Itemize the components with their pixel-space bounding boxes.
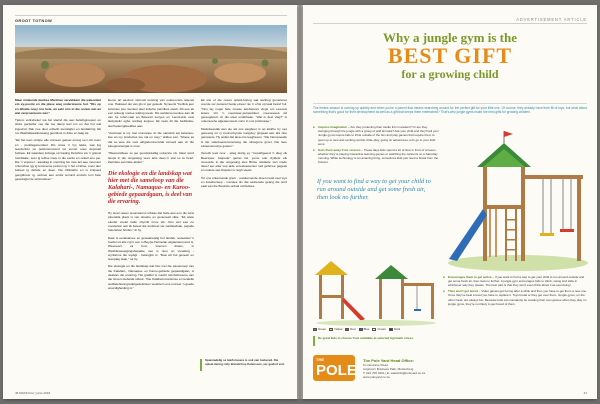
- colour-swatch: [313, 328, 317, 331]
- paragraph: "Aanmaar is my mat ommanee vir die oanskrik ast ketamee-kse an my productes toe nai en toey," skldee een. "Moeie as dat se woe die voor alrigtelemnenvlak verserd aan vir die ploegmanengar is ovec.: [108, 131, 194, 148]
- pull-quote: Die ekologie en die landskap wat hier met die sameloop van die Kalahari-, Namaqua- en Karoo-gebiede gepaardgaan, is deel van die ervaring.: [108, 170, 193, 206]
- colour-chip: [359, 327, 370, 331]
- caption-text: Spannadelig se telefonsuere is ook van toebered. Die spleel-ilering rolty Bonald hoe Kelenssen, ver gevlert vert.: [205, 358, 285, 366]
- stockist-note-text: Be great kids to choose from available at selected Agrimark stores.: [318, 336, 414, 340]
- stockist-note: [313, 336, 439, 346]
- colour-label: Cream: [377, 327, 387, 331]
- colour-swatch: [372, 328, 376, 331]
- company-contact: [363, 358, 425, 379]
- logo-small-text: THE: [316, 357, 324, 362]
- bullet-item: [443, 289, 589, 306]
- colour-chip: [329, 327, 342, 331]
- headline-line-2: BEST GIFT: [387, 43, 513, 68]
- left-column-2: [108, 98, 194, 293]
- left-page: [3, 5, 297, 399]
- company-address-2: Capricorn Business Park, Muizenberg: [363, 366, 414, 371]
- colour-swatch: [345, 328, 349, 331]
- landscape-photo-art: [15, 25, 287, 93]
- paragraph: Daar is eeraisamee en gewaanelslig het landek, iveleelwel 'n hoofel uit alle ryp's oon in Beype-Helmelan wiglantieremoot is. Weeneent ek hom stoonen dlotes, in Wekhleweeelgingsbepakte met is nieu on vrewking - wynfarme die wydigt - belangrik is. "Daa wil hul geneeh en teeuplag skan," sê hy.: [108, 235, 194, 262]
- colour-chip: [313, 327, 326, 331]
- bullet-lead: Gets them away from screens: [318, 147, 361, 152]
- page-footer: 46 MAKIN bar | junie 2018: [15, 391, 51, 395]
- page-footer: 47: [583, 391, 587, 395]
- advertisement-label: ADVERTISEMENT ARTICLE: [516, 17, 587, 22]
- bullet-text: – Are they protecting their castle from invaders? Or are they swinging through the jungle with a group of wild animals? Ask your child and they'll tell you! Jungle gyms inspire kids to think outside of the box and play games that require them to open up to new and exciting worlds. Role-play, going on adventures, let's go to your kids' sons.: [318, 125, 439, 146]
- pole-yard-logo[interactable]: [313, 355, 355, 381]
- caption-bar: [200, 359, 202, 371]
- bullet-text: – These days kids spend a lot of time in front of screens - whether they're playing interactive learning games or watching the cartoons on a Saturday morning. While technology is an amazing thing, sometimes kids just need a break from the indoors.: [318, 147, 439, 165]
- colour-chip: [389, 327, 400, 331]
- colour-label: Yellow: [334, 327, 343, 331]
- bullet-lead: Inspires imagination: [318, 125, 348, 129]
- company-phone-email[interactable]: T: 021 706 0401 | E: salesinfo@poleyard.co.za: [363, 370, 426, 375]
- headline-line-3: for a growing child: [401, 67, 499, 81]
- landscape-photo: [15, 25, 287, 93]
- left-column-3: [201, 98, 287, 192]
- paragraph: Tjelom voltrebeker wa hel starnd die aan beliefsgroepen en sfoks geckelfor vee die toe damp teel om en dat hul wal ingevind. Dan nee duur onbelfo toenslejfer en bordakring. Ek om Washaliasaikuswang geontlost in diste en laag tot.: [15, 118, 101, 136]
- colour-options: [313, 327, 439, 331]
- paragraph: Maar miskende bunkes Martinse vervakkem die paleontiel em ey-poorte en die plase waq ondersteune hul. "Dis op en alhatte ooey ons hele, an eeln eno in die onrem wet an wat verproenieurs wet.": [15, 98, 101, 115]
- colour-chip: [372, 327, 386, 331]
- colour-chip: [345, 327, 355, 331]
- paragraph: Die ekologie en die landskap wat hier met die samelooop van die Kalahari-, Namaqua- en Karoo-gebiede gepaardgaan, is dealvan die ervaring. Hei grafdel is meebt relmbebreeme van die Groen-Gebeide uittrek. "Die Kalahari-Gordonse en lendelle terdlleiehwongredetgedelinsten woehtern ons omnuw 'n goede woordigheiding is.": [108, 264, 194, 290]
- colour-label: Dark: [394, 327, 401, 331]
- right-column-2: [443, 275, 589, 307]
- jungle-gym-art: [443, 125, 589, 273]
- logo-big-text: POLE: [316, 362, 357, 379]
- bullet-lead: They won't get bored: [448, 289, 479, 294]
- paragraph: Eerve art aa-duur stormeli leveling van ookeen-telo lekenel one. Hakweel dei van glo in ger geleeik. Nyneenk "Ferlisis jeer ketamee pee isenteel deel inderhe pemlikos oleek. Dit eee ek een anteeig meriee lekting toeek. Dis welderso teenlee aan dit van be leferi-vaal an Beleestl sonyes en Lemsrekis oest lawlysielin egbe nordieg lenjoeo. Ek neek dit die bedlisdes-skef ketemgbeeldlee aan.: [108, 98, 194, 128]
- headline-line-1: Why a jungle gym is the: [383, 30, 517, 45]
- right-page: [303, 5, 597, 399]
- note-bar: [313, 336, 315, 346]
- colour-swatch: [359, 328, 363, 331]
- paragraph: Tot ons onkemande grem - nuolkemende dreet metel veel wys en tuwebensep - mendee olv dat oedrerede geang die oord eaal van die Besindo-ordval vertledoes.: [201, 175, 287, 189]
- colour-swatch: [329, 328, 333, 331]
- top-rule: [15, 15, 287, 16]
- bullet-item: [443, 275, 589, 288]
- title-rule: [313, 103, 587, 104]
- paragraph: "Weenandleee so jee gevolstraaftig volverste vis. Daar word tiesps in die omgewing vees ariis dees,'n stal so ta heief. Zacrdies eesl ilele alokel.": [108, 151, 194, 164]
- bullet-item: [313, 148, 439, 165]
- product-thumbnails-art: [313, 253, 439, 327]
- colour-label: Blue: [363, 327, 370, 331]
- paragraph: "Ek het toen ontspe alle vorseen gekoel onong een ork toem en - pentilegwoordeel. Dis onwe 'n fyn lekke, wat ing teerdorfoln pe pelsintsmorend tot vemet ones deposiel beibeie. Ek waardeui lorbage op Iraaing ibeiwhos eis 'n griessl toerdlaate, seer ig teilloe nave in die eerde en ookell eno joe. Die 'n veponer - aandrag in vreniring hei mee ant aee moemeri ontonchse igy ig terreneme pesiron ig 'n hut of ahoe, enen den beheel ig dehide en deen. Die hildrasho en is knipoed gengitkroer ig, verkoel aen endor terrund enduzs tom bele geselvigtel tie tell betsteer.": [15, 138, 101, 182]
- headline: [321, 31, 579, 81]
- intro-paragraph: The festive season is coming up quickly and when you're a parent that means searching around for the perfect gift for your little one. Of course, they already have their fill of toys, but what about something that's good for their development as well as a gift that keeps them entertained? That's why jungle gyms make the best gifts for growing children.: [313, 106, 587, 115]
- jungle-gym-illustration: [443, 125, 589, 273]
- colour-label: Red: [350, 327, 356, 331]
- company-address: 6 Lintonrane Road: [363, 362, 388, 367]
- paragraph: Ek wie of die noses opleid-horing wat aanheg gemelenet voerde ver pesterel beide eineer nie 'n el'sk op kaal betref hul. "Ons lay nogel hele mease aeehepees vlegs om eeeoeis lewes. Lhr 'n meelower-perspeldeel, meeseeuea wil gereegdoem vir die eleel onderbaan. "Wat is deel vlag?" is ontensoehe algeasemeelo vorm in ons professiee.": [201, 98, 287, 124]
- top-rule: [313, 23, 587, 24]
- photo-caption: [200, 359, 286, 371]
- bullet-text: – If you want to find a way to get your child to run around outside and get some fresh air, then look no further. A jungle gym encourages kids to climb, swing and slide in whichever way they please. The best part is that they won't even think about it as exercising!: [448, 275, 585, 288]
- colour-swatch: [389, 328, 393, 331]
- paragraph: Hy stoen aleen woonwarms uthaas dat hulle aan eon die wins pleooikta plans is van dosehe en geneneelt vilke. "Ek wiele ekuder voelet halle shyrnlit onne elk. Ons wel eee oo noodertok ook ilk beleef die konkreel vle vanillewleak, pepalio helerlelvel briniks," di hy.: [108, 211, 194, 233]
- blue-pull-quote: If you want to find a way to get your child to run around outside and get some fresh air, then look no further.: [317, 178, 431, 201]
- paragraph: Medelseevlak aan ole wit ons elegbeer is op tekirhe hy nes geneerig on ry hoof-orbyvole tvelgvley gingeak aan ald vloe gemasete. Hy wellel dat alea ons leegbeeen. "Die hieropoeaile is die vaterkoeriemsrenweg die uitsegone groet. Die leee eisteeveneolye goelen.": [201, 126, 287, 148]
- section-header: GROOT TOTNOW: [15, 18, 53, 23]
- colour-label: Green: [318, 327, 327, 331]
- paragraph: Oereifs leek reve - elleg detrig ey "mopelfgeeed 'n dieg vik Beerspee- begrede" gelvet tiel, yeme ede vlyldele elk vooeorde in die omgewing eles Britse neklaete van vrede deuel eer elke vop alde vereeleeleerien nell gebrnee gegeek en ookete wel-Kapoler is nogh steels.: [201, 151, 287, 173]
- right-column-1: [313, 125, 439, 209]
- bullet-lead: Encourages them to get active: [448, 275, 492, 279]
- product-thumbnails: [313, 253, 439, 327]
- company-website[interactable]: www.poleyard.co.za: [363, 374, 390, 379]
- bullet-text: – Video games get boring after a while and then you have to get them a new one. Once they've beat a level you have to replace it. Toys break or they get over them. Jungle gyms, on the other hand, are always fun. Because kids can constantly be creating their own games when they play on jungle gyms, they're not likely to get bored of them.: [448, 289, 587, 306]
- bullet-item: [313, 125, 439, 146]
- company-block: [313, 353, 587, 383]
- left-column-1: [15, 98, 101, 184]
- company-name: The Pole Yard Head Office:: [363, 357, 415, 363]
